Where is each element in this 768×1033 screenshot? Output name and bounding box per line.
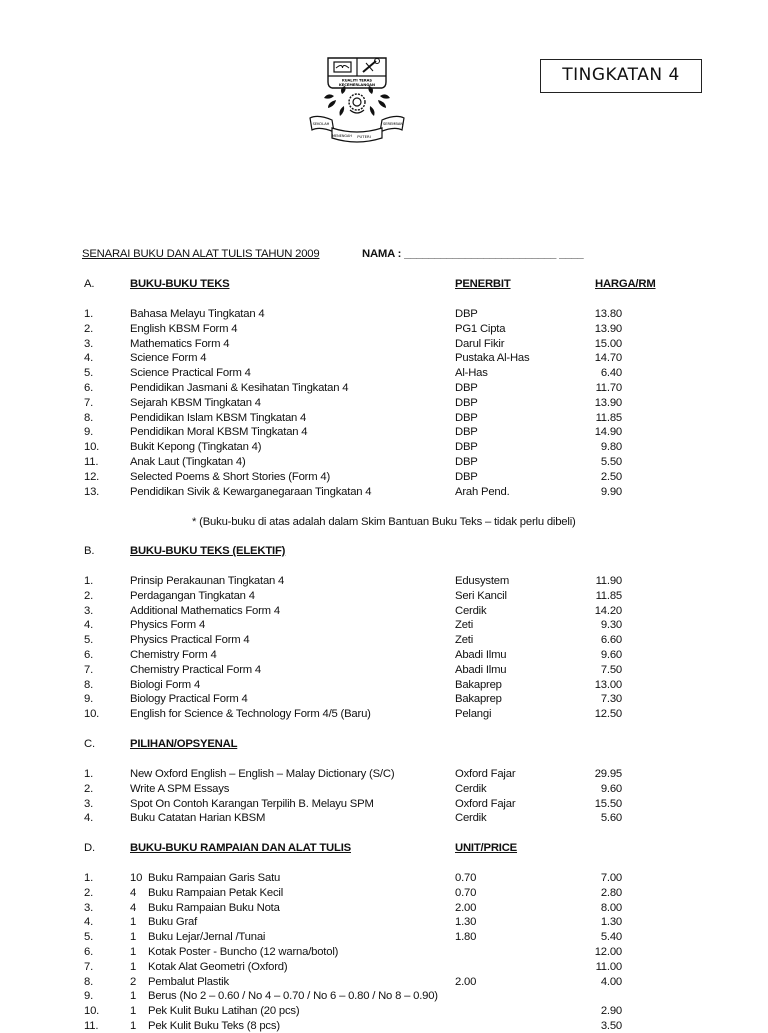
item-number: 11.	[84, 1020, 99, 1032]
item-name: English KBSM Form 4	[130, 322, 238, 335]
item-quantity: 2	[130, 975, 137, 988]
item-number: 4.	[84, 619, 94, 632]
item-quantity: 4	[130, 901, 137, 914]
item-quantity: 1	[130, 946, 137, 958]
item-number: 10.	[84, 441, 100, 454]
item-publisher: DBP	[455, 411, 478, 424]
item-name: Kotak Poster - Buncho (12 warna/botol)	[148, 946, 339, 958]
item-name: Biologi Form 4	[130, 678, 201, 691]
item-number: 3.	[84, 901, 94, 914]
item-quantity: 1	[130, 990, 137, 1003]
item-price: 5.60	[600, 812, 622, 825]
item-price: 13.00	[594, 678, 622, 691]
item-quantity: 1	[130, 1005, 137, 1018]
item-publisher: Darul Fikir	[455, 337, 505, 350]
item-price: 7.00	[600, 872, 622, 884]
item-price: 14.90	[594, 426, 622, 439]
item-publisher: Seri Kancil	[455, 589, 507, 602]
item-name: Buku Lejar/Jernal /Tunai	[148, 931, 266, 944]
item-name: Pek Kulit Buku Teks (8 pcs)	[148, 1020, 280, 1032]
item-name: Chemistry Practical Form 4	[130, 663, 262, 676]
item-publisher: Oxford Fajar	[455, 768, 516, 780]
item-publisher: DBP	[455, 441, 478, 454]
item-name: Buku Catatan Harian KBSM	[130, 812, 266, 825]
item-price: 9.90	[600, 485, 622, 498]
item-name: Write A SPM Essays	[130, 782, 230, 795]
item-publisher: DBP	[455, 426, 478, 439]
item-name: Buku Graf	[148, 916, 198, 929]
item-publisher: Edusystem	[455, 575, 510, 587]
item-price: 13.90	[594, 396, 622, 409]
item-price: 4.00	[600, 975, 622, 988]
item-number: 8.	[84, 975, 94, 988]
item-name: Physics Practical Form 4	[130, 634, 250, 647]
item-publisher: DBP	[455, 456, 478, 468]
item-name: Biology Practical Form 4	[130, 693, 248, 706]
item-number: 10.	[84, 708, 100, 721]
item-price: 11.85	[595, 411, 622, 424]
crest-ribbon-right: SEREMBAN	[382, 122, 404, 126]
section-letter: B.	[84, 545, 95, 557]
item-price: 14.20	[594, 604, 622, 617]
item-number: 3.	[84, 604, 94, 617]
item-publisher: DBP	[455, 382, 478, 394]
item-price: 11.70	[595, 382, 622, 394]
item-publisher: Bakaprep	[455, 678, 502, 691]
item-number: 3.	[84, 797, 94, 810]
item-quantity: 1	[130, 960, 137, 973]
publisher-header: PENERBIT	[455, 278, 511, 290]
item-price: 13.80	[594, 308, 622, 320]
item-number: 11.	[84, 456, 99, 468]
item-publisher: Cerdik	[455, 812, 487, 825]
item-number: 7.	[84, 960, 94, 973]
item-quantity: 1	[130, 916, 137, 929]
item-unit-price: 1.30	[455, 916, 477, 929]
item-quantity: 4	[130, 886, 137, 899]
item-number: 7.	[84, 396, 94, 409]
item-number: 8.	[84, 678, 94, 691]
item-number: 2.	[84, 589, 94, 602]
item-number: 9.	[84, 693, 94, 706]
item-name: Additional Mathematics Form 4	[130, 604, 280, 617]
item-price: 2.80	[600, 886, 622, 899]
item-name: Prinsip Perakaunan Tingkatan 4	[130, 575, 285, 587]
section-letter: C.	[84, 738, 95, 750]
item-number: 8.	[84, 411, 94, 424]
item-number: 1.	[84, 308, 94, 320]
textbook-scheme-note: * (Buku-buku di atas adalah dalam Skim Bantuan Buku Teks – tidak perlu dibeli)	[192, 516, 576, 528]
item-publisher: Zeti	[455, 619, 474, 632]
item-price: 11.00	[595, 960, 622, 973]
item-name: Pendidikan Moral KBSM Tingkatan 4	[130, 426, 308, 439]
item-publisher: Abadi Ilmu	[455, 663, 507, 676]
section-title: BUKU-BUKU RAMPAIAN DAN ALAT TULIS	[130, 842, 351, 854]
item-number: 6.	[84, 649, 94, 661]
item-quantity: 10	[130, 872, 143, 884]
section-letter: A.	[84, 278, 95, 290]
item-name: English for Science & Technology Form 4/5 (Baru)	[130, 708, 371, 721]
item-name: Mathematics Form 4	[130, 337, 230, 350]
item-name: Buku Rampaian Garis Satu	[148, 872, 281, 884]
item-publisher: Pelangi	[455, 708, 492, 721]
item-price: 6.40	[600, 367, 622, 380]
item-name: Sejarah KBSM Tingkatan 4	[130, 396, 261, 409]
item-name: Bahasa Melayu Tingkatan 4	[130, 308, 265, 320]
list-title: SENARAI BUKU DAN ALAT TULIS TAHUN 2009	[82, 248, 320, 260]
item-name: Pek Kulit Buku Latihan (20 pcs)	[148, 1005, 300, 1018]
item-number: 13.	[84, 485, 100, 498]
item-publisher: PG1 Cipta	[455, 322, 506, 335]
unit-price-header: UNIT/PRICE	[455, 842, 518, 854]
item-price: 11.85	[595, 589, 622, 602]
item-number: 5.	[84, 634, 94, 647]
item-number: 10.	[84, 1005, 100, 1018]
crest-ribbon-center: PUTERI	[357, 134, 371, 139]
section-title: BUKU-BUKU TEKS (ELEKTIF)	[130, 545, 286, 557]
item-name: Perdagangan Tingkatan 4	[130, 589, 255, 602]
item-number: 1.	[84, 872, 94, 884]
item-publisher: Cerdik	[455, 604, 487, 617]
section-letter: D.	[84, 842, 95, 854]
item-name: Physics Form 4	[130, 619, 206, 632]
item-number: 2.	[84, 886, 94, 899]
item-publisher: Pustaka Al-Has	[455, 352, 530, 365]
item-unit-price: 2.00	[455, 975, 477, 988]
item-number: 5.	[84, 367, 94, 380]
item-publisher: Abadi Ilmu	[455, 649, 507, 661]
item-publisher: Cerdik	[455, 782, 487, 795]
item-name: Bukit Kepong (Tingkatan 4)	[130, 441, 262, 454]
item-unit-price: 0.70	[455, 872, 477, 884]
item-name: Science Practical Form 4	[130, 367, 251, 380]
item-number: 6.	[84, 382, 94, 394]
crest-motto-line2: KECEMERLANGAN	[339, 83, 375, 87]
item-publisher: DBP	[455, 396, 478, 409]
crest-motto-line1: KUALITI TERAS	[341, 78, 373, 83]
item-price: 7.30	[600, 693, 622, 706]
item-price: 15.00	[594, 337, 622, 350]
item-price: 15.50	[594, 797, 622, 810]
item-number: 2.	[84, 322, 94, 335]
item-price: 9.80	[600, 441, 622, 454]
item-name: Buku Rampaian Petak Kecil	[148, 886, 284, 899]
item-price: 9.60	[600, 649, 622, 661]
item-number: 7.	[84, 663, 94, 676]
item-name: Science Form 4	[130, 352, 207, 365]
item-name: New Oxford English – English – Malay Dictionary (S/C)	[130, 768, 395, 780]
item-unit-price: 0.70	[455, 886, 477, 899]
item-price: 2.50	[600, 470, 622, 483]
item-price: 7.50	[600, 663, 622, 676]
item-name: Berus (No 2 – 0.60 / No 4 – 0.70 / No 6 – 0.80 / No 8 – 0.90)	[148, 990, 438, 1003]
item-number: 4.	[84, 352, 94, 365]
item-price: 12.50	[594, 708, 622, 721]
item-name: Kotak Alat Geometri (Oxford)	[148, 960, 288, 973]
crest-ribbon-left: SEKOLAH	[312, 122, 330, 126]
item-unit-price: 2.00	[455, 901, 477, 914]
item-name: Pendidikan Islam KBSM Tingkatan 4	[130, 411, 307, 424]
item-name: Chemistry Form 4	[130, 649, 217, 661]
item-publisher: Oxford Fajar	[455, 797, 516, 810]
item-number: 5.	[84, 931, 94, 944]
item-price: 3.50	[600, 1020, 622, 1032]
item-publisher: Zeti	[455, 634, 474, 647]
item-number: 2.	[84, 782, 94, 795]
item-name: Pembalut Plastik	[148, 975, 229, 988]
item-name: Spot On Contoh Karangan Terpilih B. Melayu SPM	[130, 797, 374, 810]
item-price: 8.00	[600, 901, 622, 914]
item-publisher: Arah Pend.	[455, 485, 510, 498]
item-number: 4.	[84, 812, 94, 825]
item-number: 6.	[84, 946, 94, 958]
item-price: 9.30	[600, 619, 622, 632]
item-number: 3.	[84, 337, 94, 350]
item-publisher: DBP	[455, 308, 478, 320]
item-unit-price: 1.80	[455, 931, 477, 944]
item-name: Selected Poems & Short Stories (Form 4)	[130, 470, 331, 483]
item-price: 13.90	[594, 322, 622, 335]
item-name: Pendidikan Jasmani & Kesihatan Tingkatan 4	[130, 382, 349, 394]
item-price: 6.60	[600, 634, 622, 647]
item-price: 5.40	[600, 931, 622, 944]
item-price: 12.00	[594, 946, 622, 958]
crest-ribbon-left2: MENENGAH	[332, 134, 352, 138]
item-quantity: 1	[130, 1020, 137, 1032]
item-number: 9.	[84, 426, 94, 439]
item-price: 29.95	[594, 768, 622, 780]
item-name: Anak Laut (Tingkatan 4)	[130, 456, 246, 468]
item-publisher: DBP	[455, 470, 478, 483]
item-number: 1.	[84, 575, 94, 587]
item-price: 1.30	[600, 916, 622, 929]
name-field-label: NAMA : _________________________ ____	[362, 248, 584, 260]
item-price: 14.70	[594, 352, 622, 365]
item-price: 11.90	[595, 575, 622, 587]
item-publisher: Al-Has	[455, 367, 488, 380]
item-price: 9.60	[600, 782, 622, 795]
item-price: 5.50	[600, 456, 622, 468]
item-publisher: Bakaprep	[455, 693, 502, 706]
item-number: 9.	[84, 990, 94, 1003]
item-number: 4.	[84, 916, 94, 929]
price-header: HARGA/RM	[595, 278, 656, 290]
form-level-box: TINGKATAN 4	[540, 59, 702, 93]
item-quantity: 1	[130, 931, 137, 944]
item-number: 1.	[84, 768, 94, 780]
item-name: Buku Rampaian Buku Nota	[148, 901, 280, 914]
item-name: Pendidikan Sivik & Kewarganegaraan Tingkatan 4	[130, 485, 372, 498]
item-price: 2.90	[600, 1005, 622, 1018]
section-title: PILIHAN/OPSYENAL	[130, 738, 238, 750]
item-number: 12.	[84, 470, 100, 483]
section-title: BUKU-BUKU TEKS	[130, 278, 230, 290]
